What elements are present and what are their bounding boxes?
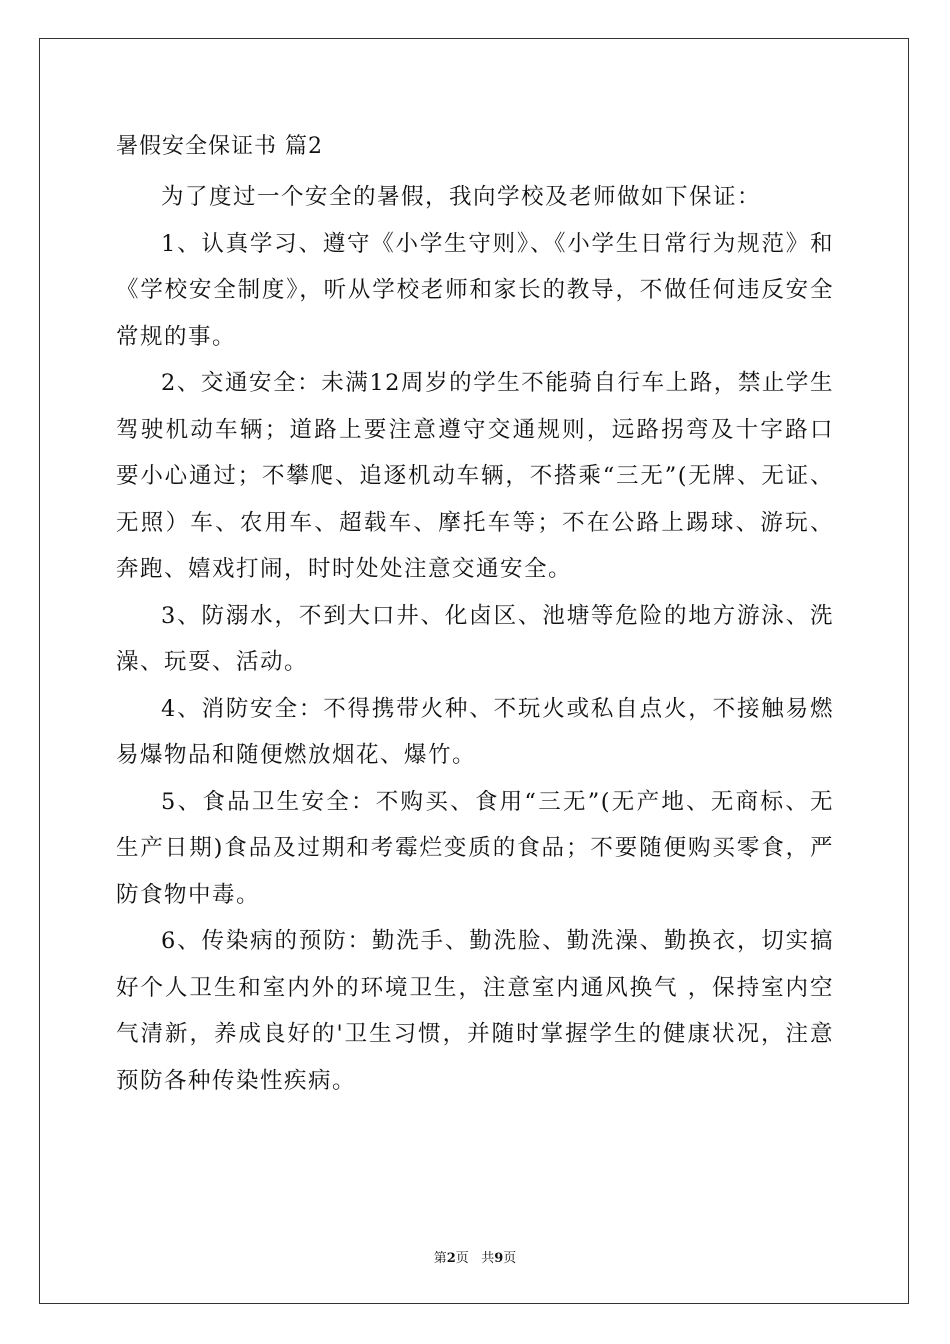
paragraph-intro: 为了度过一个安全的暑假，我向学校及老师做如下保证： [161, 184, 762, 210]
paragraph-item-6: 6、传染病的预防：勤洗手、勤洗脸、勤洗澡、勤换衣，切实搞好个人卫生和室内外的环境卫生，注意室内通风换气 ，保持室内空气清新，养成良好的'卫生习惯，并随时掌握学生的健康状况，注意预防各种传染性疾病。 [116, 928, 834, 1094]
paragraph-item-1: 1、认真学习、遵守《小学生守则》、《小学生日常行为规范》和《学校安全制度》，听从学校老师和家长的教导，不做任何违反安全常规的事。 [116, 230, 834, 350]
footer-current-page: 2 [446, 1251, 456, 1266]
footer-middle: 页 共 [455, 1251, 495, 1266]
footer-total-pages: 9 [494, 1251, 504, 1266]
paragraph-item-3: 3、防溺水，不到大口井、化卤区、池塘等危险的地方游泳、洗澡、玩耍、活动。 [116, 602, 834, 675]
document-body [116, 128, 834, 1104]
footer-suffix: 页 [503, 1251, 517, 1266]
paragraph-item-2: 2、交通安全：未满12周岁的学生不能骑自行车上路，禁止学生驾驶机动车辆；道路上要注意遵守交通规则，远路拐弯及十字路口要小心通过；不攀爬、追逐机动车辆，不搭乘“三无”(无牌、无证、无照）车、农用车、超载车、摩托车等；不在公路上踢球、游玩、奔跑、嬉戏打闹，时时处处注意交通安全。 [116, 370, 834, 582]
document-title: 暑假安全保证书 篇2 [116, 134, 323, 159]
page-footer [0, 1247, 950, 1266]
paragraph-item-5: 5、食品卫生安全：不购买、食用“三无”(无产地、无商标、无生产日期)食品及过期和考霉烂变质的食品；不要随便购买零食，严防食物中毒。 [116, 788, 834, 908]
paragraph-item-4: 4、消防安全：不得携带火种、不玩火或私自点火，不接触易燃易爆物品和随便燃放烟花、爆竹。 [116, 695, 834, 768]
footer-prefix: 第 [433, 1251, 447, 1266]
